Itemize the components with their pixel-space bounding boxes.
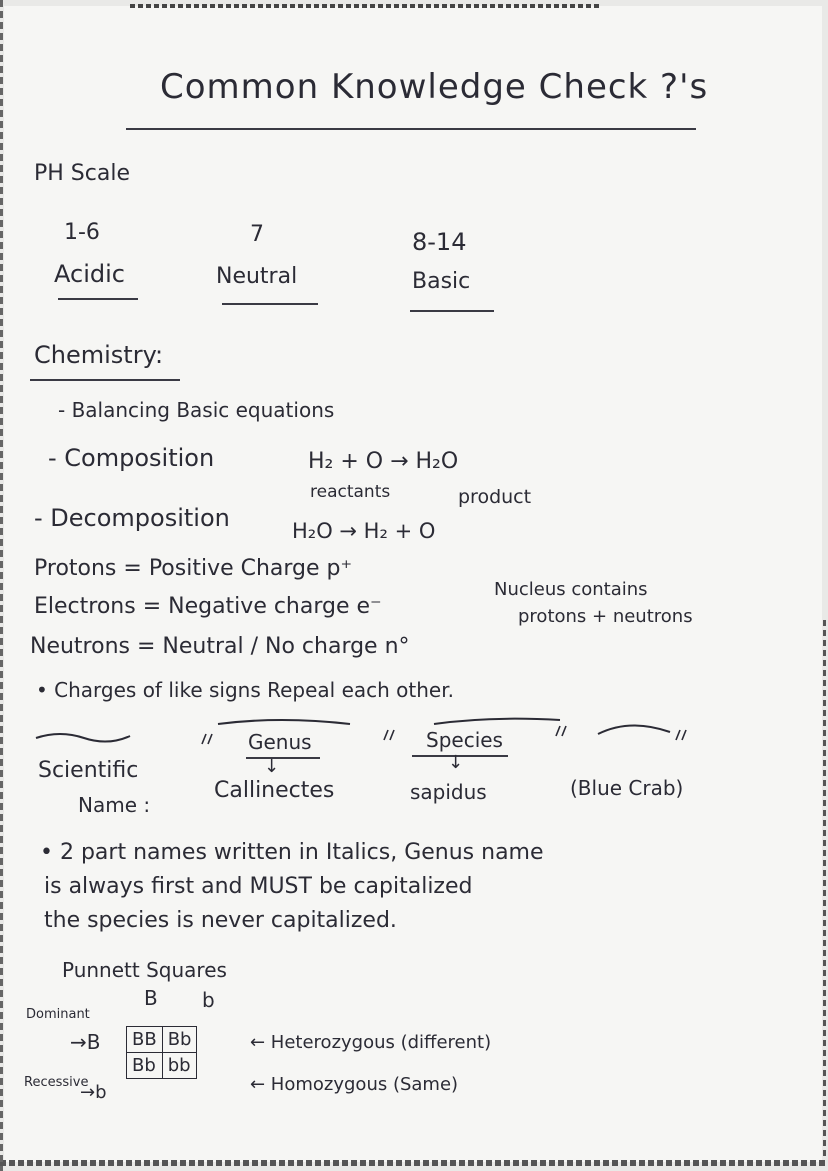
punnett-col-header-1: B [144, 986, 158, 1010]
chemistry-heading: Chemistry: [34, 341, 164, 369]
page-title: Common Knowledge Check ?'s [160, 67, 709, 107]
genus-value: Callinectes [214, 778, 335, 803]
ph-range-basic: 8-14 [412, 228, 467, 256]
naming-rule-line-3: the species is never capitalized. [44, 908, 397, 933]
homozygous-note: ← Homozygous (Same) [250, 1074, 459, 1095]
chem-composition-equation: H₂ + O → H₂O [308, 449, 459, 474]
heterozygous-note: ← Heterozygous (different) [250, 1032, 492, 1053]
scientific-label-line-2: Name : [78, 793, 151, 817]
page-edge-top [130, 4, 600, 8]
common-name: (Blue Crab) [570, 776, 684, 800]
chem-balancing: - Balancing Basic equations [58, 398, 335, 422]
neutrons-line: Neutrons = Neutral / No charge n° [30, 634, 410, 659]
species-label: Species [426, 728, 503, 752]
title-underline [126, 128, 696, 130]
dominant-label: Dominant [26, 1007, 90, 1022]
ph-label-acidic: Acidic [54, 260, 125, 288]
punnett-cell: BB [127, 1027, 163, 1053]
punnett-cell: Bb [127, 1053, 163, 1079]
genus-label: Genus [248, 730, 312, 754]
ph-label-neutral: Neutral [216, 264, 298, 289]
chem-composition-label: - Composition [48, 444, 215, 472]
chemistry-underline [30, 379, 180, 381]
product-label: product [458, 486, 532, 508]
scientific-label-line-1: Scientific [38, 758, 139, 783]
punnett-row [127, 1053, 197, 1079]
species-value: sapidus [410, 780, 487, 804]
ph-label-basic: Basic [412, 269, 471, 294]
punnett-row [127, 1027, 197, 1053]
reactants-label: reactants [310, 482, 391, 502]
genus-arrow-icon: ↓ [264, 756, 280, 777]
punnett-row-allele-2: →b [80, 1082, 107, 1103]
ph-heading: PH Scale [34, 161, 130, 186]
page-edge-bottom [0, 1160, 828, 1166]
chem-decomposition-label: - Decomposition [34, 504, 230, 532]
nucleus-line-1: Nucleus contains [494, 579, 648, 600]
ph-range-acidic: 1-6 [64, 220, 100, 245]
punnett-cell: bb [162, 1053, 197, 1079]
page-edge-right [823, 620, 826, 1160]
charges-note: • Charges of like signs Repeal each other. [36, 678, 454, 702]
nucleus-line-2: protons + neutrons [518, 606, 693, 627]
squiggle-divider [30, 712, 720, 752]
genus-underline [246, 757, 320, 759]
page-edge-left [0, 0, 3, 1171]
punnett-square [126, 1026, 197, 1079]
ph-range-neutral: 7 [250, 222, 264, 247]
basic-underline [410, 310, 494, 312]
naming-rule-line-1: • 2 part names written in Italics, Genus name [40, 840, 544, 865]
punnett-heading: Punnett Squares [62, 958, 227, 982]
protons-line: Protons = Positive Charge p⁺ [34, 556, 353, 581]
punnett-row-allele-1: →B [70, 1030, 101, 1054]
recessive-label: Recessive [24, 1075, 89, 1090]
punnett-col-header-2: b [202, 988, 215, 1012]
punnett-cell: Bb [162, 1027, 197, 1053]
electrons-line: Electrons = Negative charge e⁻ [34, 594, 382, 619]
naming-rule-line-2: is always first and MUST be capitalized [44, 874, 473, 899]
acidic-underline [58, 298, 138, 300]
chem-decomposition-equation: H₂O → H₂ + O [292, 519, 436, 543]
species-arrow-icon: ↓ [448, 752, 464, 773]
neutral-underline [222, 303, 318, 305]
